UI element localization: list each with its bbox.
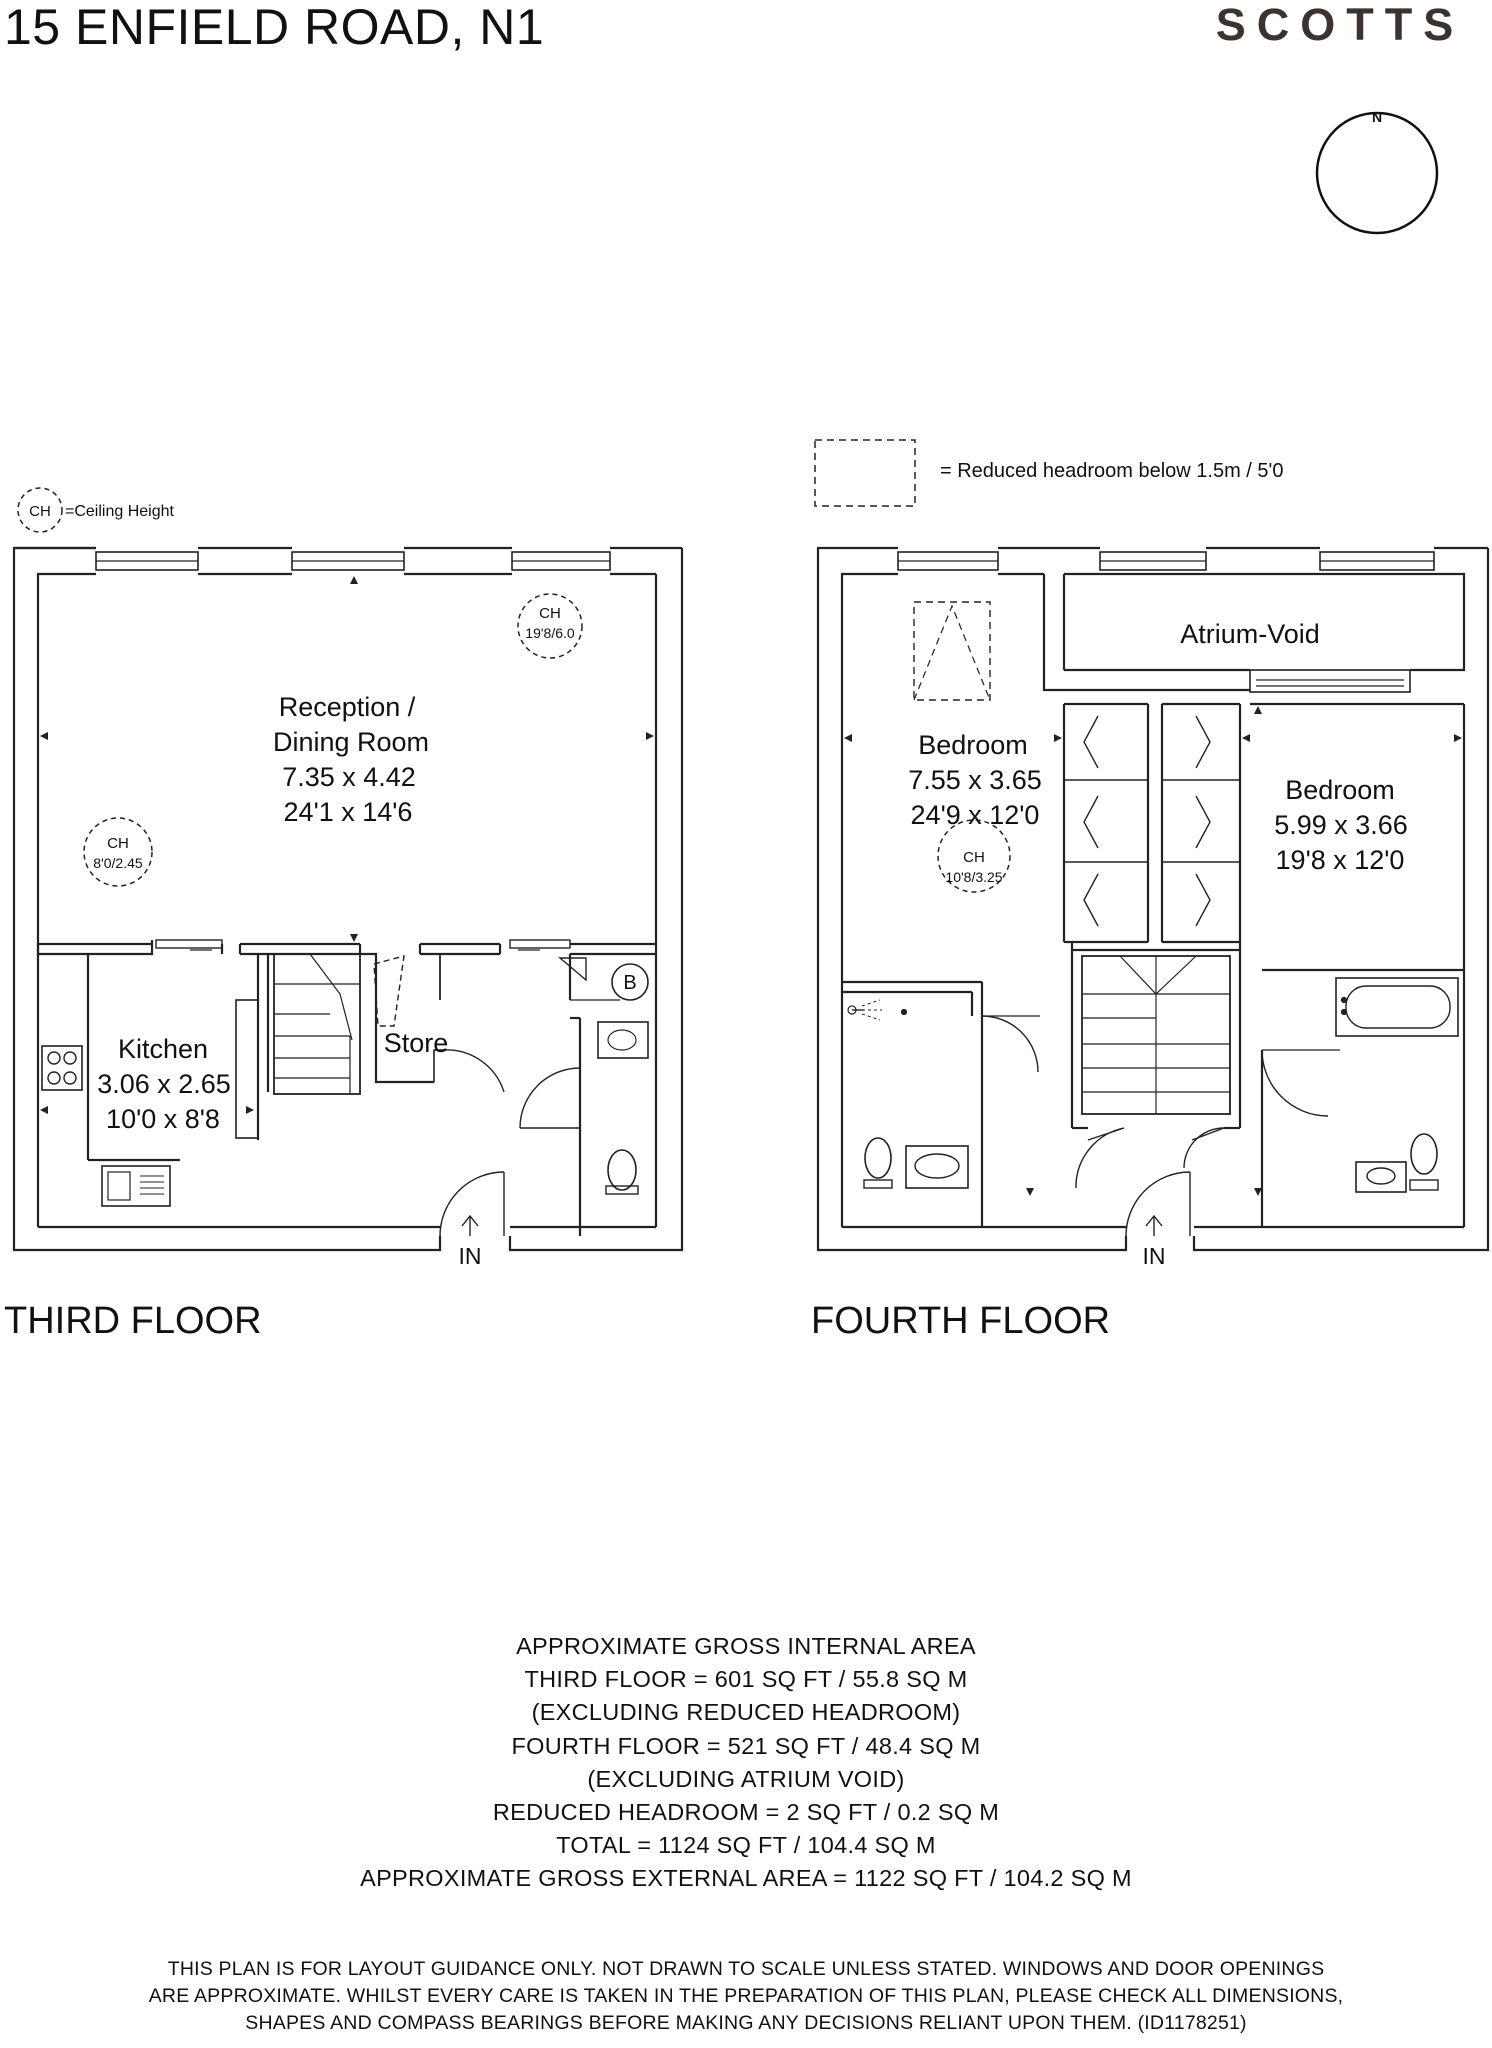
kitchen-side-ch-key: CH [107, 835, 129, 852]
area-summary [196, 1630, 1296, 1896]
area-line: REDUCED HEADROOM = 2 SQ FT / 0.2 SQ M [492, 1799, 1000, 1826]
legend-ch-text: =Ceiling Height [65, 503, 174, 520]
agency-logo: SCOTTS [1215, 0, 1465, 50]
area-line: THIRD FLOOR = 601 SQ FT / 55.8 SQ M [524, 1666, 968, 1693]
disclaimer-line: THIS PLAN IS FOR LAYOUT GUIDANCE ONLY. NOT DRAWN TO SCALE UNLESS STATED. WINDOWS AND DOOR OPENINGS [167, 1958, 1325, 1980]
area-line: (EXCLUDING ATRIUM VOID) [587, 1765, 905, 1792]
kitchen-dimensions-metric: 3.06 x 2.65 [97, 1069, 231, 1099]
bedroom1-ch-value: 10'8/3.25 [945, 869, 1003, 885]
bedroom1-ch-key: CH [963, 849, 985, 866]
kitchen-name: Kitchen [117, 1034, 209, 1064]
legend-headroom-text: = Reduced headroom below 1.5m / 5'0 [940, 460, 1284, 482]
reception-name-line1: Reception / [278, 692, 416, 722]
kitchen-dimensions-imperial: 10'0 x 8'8 [106, 1104, 220, 1134]
bedroom2-name: Bedroom [1285, 775, 1395, 805]
area-line: TOTAL = 1124 SQ FT / 104.4 SQ M [556, 1832, 936, 1859]
third-floor-entrance-label: IN [458, 1243, 482, 1269]
compass-north-label: N [1371, 109, 1383, 125]
third-floor-label: THIRD FLOOR [4, 1300, 262, 1342]
reception-dimensions-imperial: 24'1 x 14'6 [283, 797, 413, 827]
legend-ch-key: CH [29, 503, 51, 520]
boiler-label: B [623, 972, 637, 994]
disclaimer-line: ARE APPROXIMATE. WHILST EVERY CARE IS TAKEN IN THE PREPARATION OF THIS PLAN, PLEASE CHECK ALL DIMENSIONS, [148, 1985, 1344, 2007]
bedroom2-dimensions-metric: 5.99 x 3.66 [1274, 810, 1408, 840]
ceiling-height-legend [18, 488, 175, 532]
fourth-floor-plan [818, 548, 1488, 1250]
bedroom1-name: Bedroom [918, 730, 1028, 760]
area-line: APPROXIMATE GROSS INTERNAL AREA [516, 1633, 976, 1659]
area-line: FOURTH FLOOR = 521 SQ FT / 48.4 SQ M [511, 1732, 981, 1759]
disclaimer-line: SHAPES AND COMPASS BEARINGS BEFORE MAKING ANY DECISIONS RELIANT UPON THEM. (ID1178251) [245, 2012, 1247, 2034]
compass-north-icon [1317, 109, 1437, 233]
property-address: 15 ENFIELD ROAD, N1 [4, 0, 545, 55]
area-line: (EXCLUDING REDUCED HEADROOM) [531, 1699, 961, 1726]
area-line: APPROXIMATE GROSS EXTERNAL AREA = 1122 SQ FT / 104.2 SQ M [360, 1865, 1132, 1892]
bedroom1-dimensions-metric: 7.55 x 3.65 [908, 765, 1042, 795]
fourth-floor-label: FOURTH FLOOR [811, 1300, 1111, 1342]
reception-name-line2: Dining Room [272, 727, 430, 757]
reduced-headroom-legend [815, 440, 1283, 506]
store-name: Store [383, 1028, 449, 1058]
kitchen-side-ch-value: 8'0/2.45 [93, 855, 143, 871]
atrium-void-label: Atrium-Void [1180, 619, 1320, 649]
bedroom1-dimensions-imperial: 24'9 x 12'0 [910, 800, 1040, 830]
reception-ch-key: CH [539, 605, 561, 622]
fourth-floor-entrance-label: IN [1142, 1243, 1166, 1269]
reception-ch-value: 19'8/6.0 [525, 625, 575, 641]
bedroom2-dimensions-imperial: 19'8 x 12'0 [1275, 845, 1405, 875]
reception-dimensions-metric: 7.35 x 4.42 [282, 762, 416, 792]
third-floor-plan [14, 548, 682, 1250]
disclaimer [96, 1956, 1396, 2037]
